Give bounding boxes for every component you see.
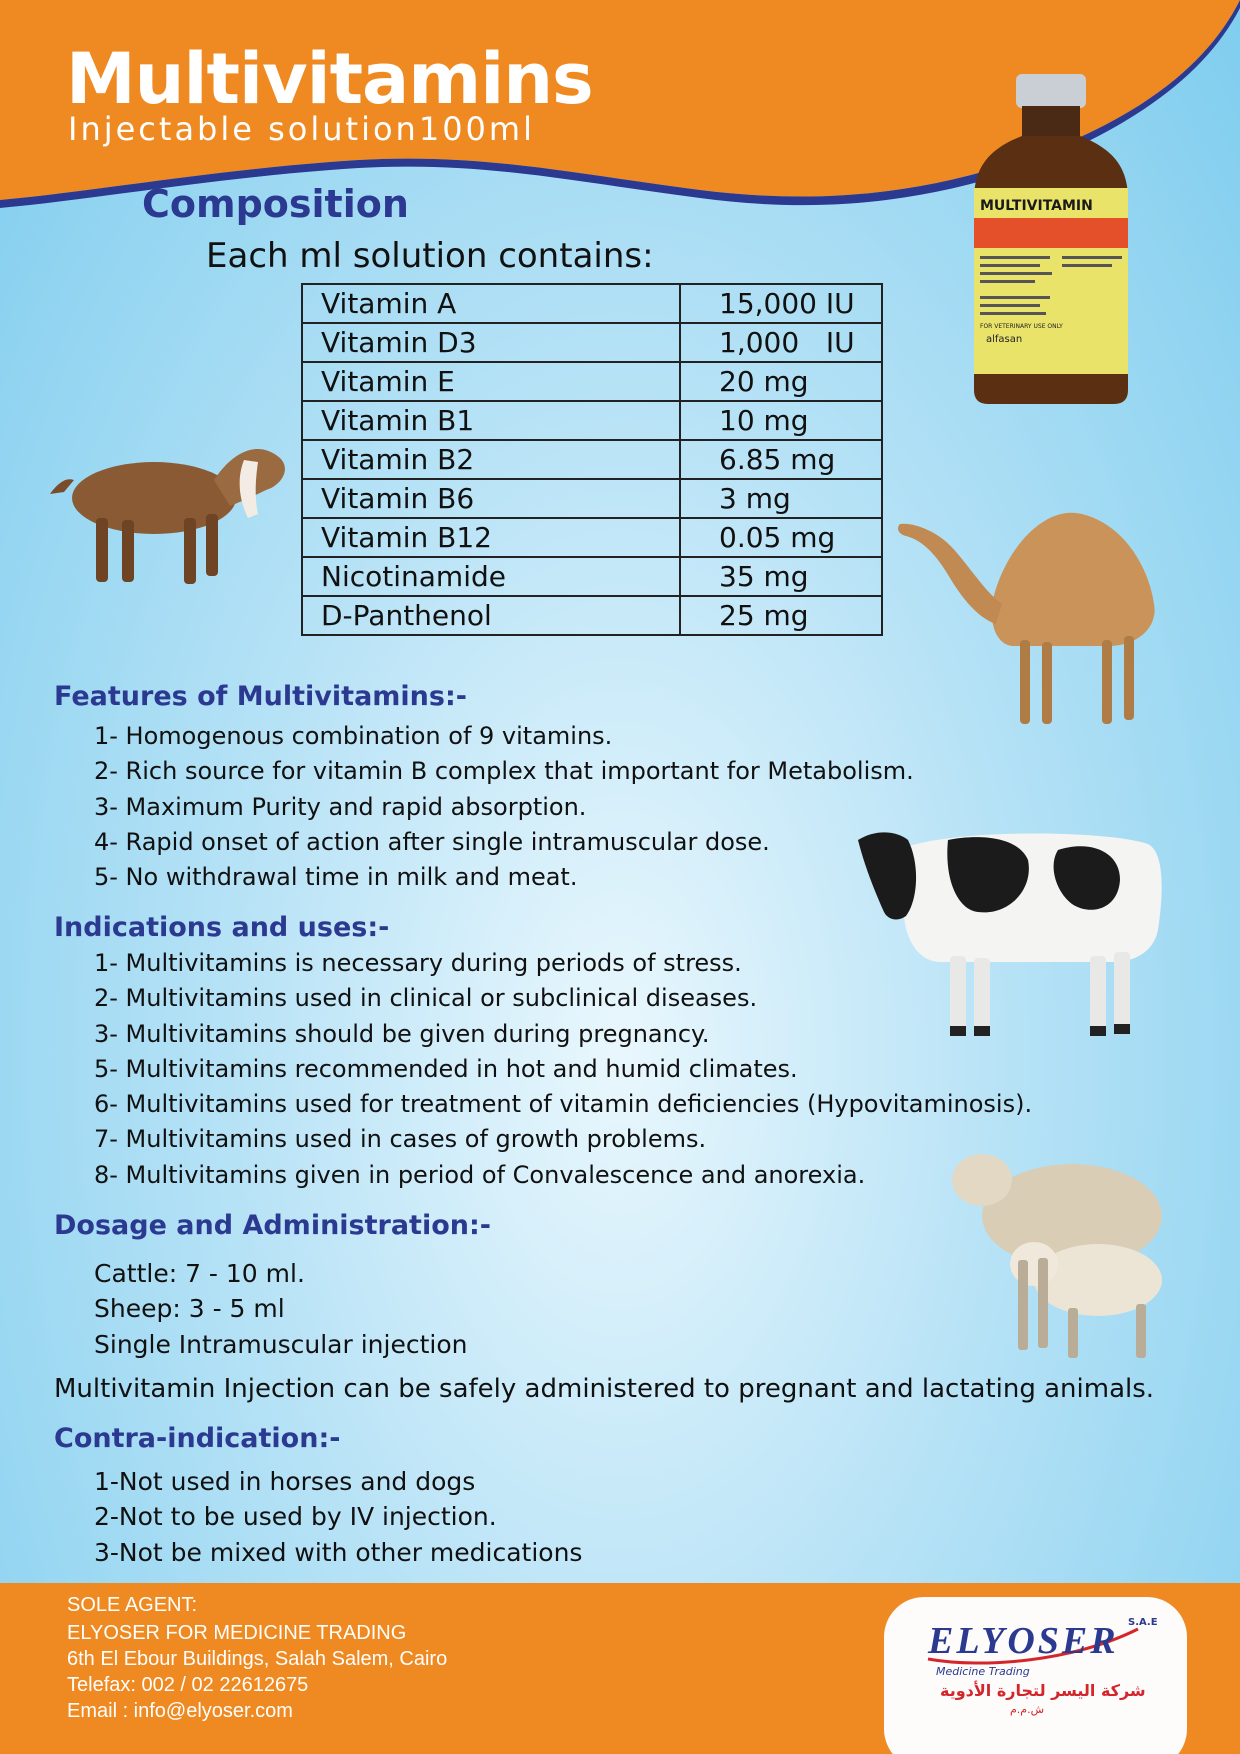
table-row bbox=[302, 557, 882, 596]
table-row bbox=[302, 518, 882, 557]
page-subtitle: Injectable solution100ml bbox=[68, 110, 535, 148]
bottle-maker: alfasan bbox=[986, 334, 1023, 345]
company-logo bbox=[884, 1597, 1187, 1754]
list-item: 7- Multivitamins used in cases of growth problems. bbox=[94, 1125, 707, 1154]
goat-kid-photo bbox=[44, 410, 294, 600]
list-item: 2-Not to be used by IV injection. bbox=[94, 1502, 497, 1532]
ingredient-amount: 1,000 IU bbox=[680, 323, 882, 362]
list-item: 1- Multivitamins is necessary during periods of stress. bbox=[94, 949, 742, 977]
list-item: 2- Rich source for vitamin B complex that important for Metabolism. bbox=[94, 757, 914, 786]
medicine-bottle-photo bbox=[966, 70, 1136, 410]
list-item: 8- Multivitamins given in period of Convalescence and anorexia. bbox=[94, 1160, 866, 1189]
list-item: 1- Homogenous combination of 9 vitamins. bbox=[94, 722, 613, 750]
company-address: 6th El Ebour Buildings, Salah Salem, Cairo bbox=[67, 1648, 448, 1670]
ingredient-name: Vitamin A bbox=[302, 284, 680, 323]
ingredient-name: Vitamin B1 bbox=[302, 401, 680, 440]
list-item: 5- No withdrawal time in milk and meat. bbox=[94, 863, 578, 892]
table-row bbox=[302, 479, 882, 518]
ingredient-amount: 20 mg bbox=[680, 362, 882, 401]
list-item: Cattle: 7 - 10 ml. bbox=[94, 1259, 305, 1288]
ingredient-name: Vitamin B2 bbox=[302, 440, 680, 479]
agent-label: SOLE AGENT: bbox=[67, 1594, 198, 1616]
logo-arabic: شركة اليسر لتجارة الأدوية bbox=[940, 1681, 1146, 1700]
composition-table bbox=[301, 283, 883, 636]
list-item: Sheep: 3 - 5 ml bbox=[94, 1294, 285, 1324]
list-item: 5- Multivitamins recommended in hot and humid climates. bbox=[94, 1054, 798, 1083]
ingredient-amount: 6.85 mg bbox=[680, 440, 882, 479]
logo-arabic-sub: ش.م.م bbox=[1010, 1703, 1045, 1716]
indications-heading: Indications and uses:- bbox=[54, 912, 390, 943]
table-row bbox=[302, 401, 882, 440]
camel-photo bbox=[892, 494, 1182, 734]
list-item: 3- Multivitamins should be given during pregnancy. bbox=[94, 1019, 710, 1048]
table-row bbox=[302, 323, 882, 362]
page-title: Multivitamins bbox=[66, 38, 593, 120]
list-item: 4- Rapid onset of action after single intramuscular dose. bbox=[94, 827, 770, 856]
ingredient-name: Vitamin B6 bbox=[302, 479, 680, 518]
bottle-brand-text: MULTIVITAMIN bbox=[980, 198, 1093, 214]
logo-name: ELYOSER bbox=[928, 1620, 1119, 1662]
company-name: ELYOSER FOR MEDICINE TRADING bbox=[67, 1622, 407, 1644]
list-item: 3- Maximum Purity and rapid absorption. bbox=[94, 792, 587, 821]
ingredient-amount: 35 mg bbox=[680, 557, 882, 596]
ingredient-name: Vitamin B12 bbox=[302, 518, 680, 557]
table-row bbox=[302, 440, 882, 479]
list-item: 3-Not be mixed with other medications bbox=[94, 1537, 583, 1567]
table-row bbox=[302, 596, 882, 635]
features-list bbox=[94, 719, 914, 895]
features-heading: Features of Multivitamins:- bbox=[54, 681, 467, 712]
ingredient-amount: 0.05 mg bbox=[680, 518, 882, 557]
contra-heading: Contra-indication:- bbox=[54, 1423, 341, 1454]
table-row bbox=[302, 362, 882, 401]
safety-note: Multivitamin Injection can be safely administered to pregnant and lactating animals. bbox=[54, 1374, 1155, 1404]
composition-intro: Each ml solution contains: bbox=[206, 236, 654, 276]
ingredient-name: D-Panthenol bbox=[302, 596, 680, 635]
company-telefax: Telefax: 002 / 02 22612675 bbox=[67, 1674, 309, 1696]
ingredient-amount: 10 mg bbox=[680, 401, 882, 440]
list-item: 2- Multivitamins used in clinical or subclinical diseases. bbox=[94, 984, 758, 1013]
composition-heading: Composition bbox=[142, 182, 409, 226]
ingredient-amount: 25 mg bbox=[680, 596, 882, 635]
ingredient-amount: 15,000 IU bbox=[680, 284, 882, 323]
ingredient-name: Nicotinamide bbox=[302, 557, 680, 596]
contra-list bbox=[94, 1464, 582, 1570]
dosage-heading: Dosage and Administration:- bbox=[54, 1210, 491, 1241]
ingredient-name: Vitamin D3 bbox=[302, 323, 680, 362]
list-item: 1-Not used in horses and dogs bbox=[94, 1467, 476, 1496]
table-row bbox=[302, 284, 882, 323]
company-email: Email : info@elyoser.com bbox=[67, 1700, 293, 1722]
indications-list bbox=[94, 946, 1032, 1193]
ingredient-name: Vitamin E bbox=[302, 362, 680, 401]
bottle-use-note: FOR VETERINARY USE ONLY bbox=[980, 323, 1063, 330]
logo-sae: S.A.E bbox=[1128, 1617, 1158, 1628]
list-item: Single Intramuscular injection bbox=[94, 1329, 468, 1359]
logo-tagline: Medicine Trading bbox=[936, 1665, 1030, 1678]
dosage-list bbox=[94, 1256, 467, 1362]
ingredient-amount: 3 mg bbox=[680, 479, 882, 518]
list-item: 6- Multivitamins used for treatment of vitamin deficiencies (Hypovitaminosis). bbox=[94, 1090, 1033, 1119]
